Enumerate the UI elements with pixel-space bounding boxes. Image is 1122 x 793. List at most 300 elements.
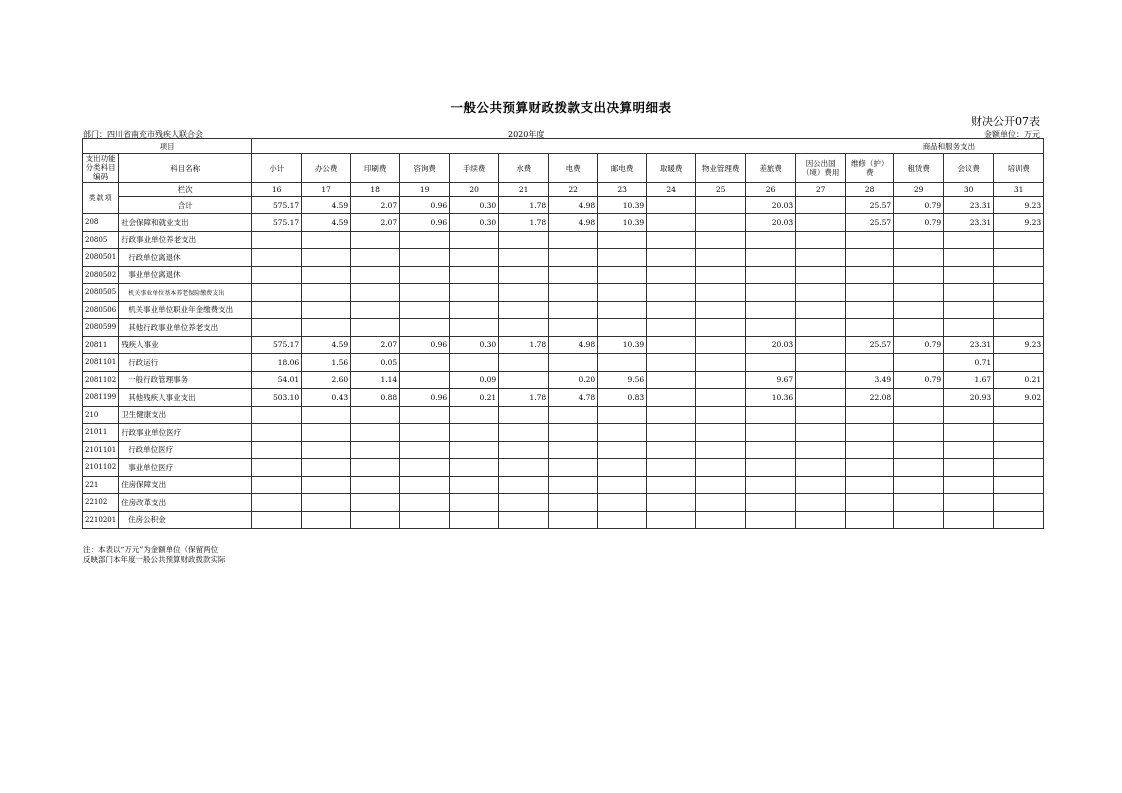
amount-cell [944,406,994,424]
subject-name: 事业单位离退休 [119,266,252,284]
col-number: 31 [994,183,1044,197]
total-cell: 2.07 [351,197,400,214]
amount-cell [499,301,549,319]
amount-cell [696,231,746,249]
kuan-label: 款 [96,194,105,202]
amount-cell [499,494,549,512]
amount-cell: 0.21 [450,389,499,407]
col-number: 27 [796,183,846,197]
amount-cell [846,424,894,442]
subject-code: 2080501 [83,249,119,267]
amount-cell [696,266,746,284]
col-header: 租赁费 [894,154,944,183]
amount-cell [351,301,400,319]
amount-cell: 20.03 [746,336,796,354]
subject-name: 一般行政管理事务 [119,371,252,389]
amount-cell [846,301,894,319]
amount-cell [499,476,549,494]
amount-cell [549,249,598,267]
amount-cell [252,266,302,284]
amount-cell [400,441,450,459]
amount-cell [746,284,796,302]
amount-cell: 0.09 [450,371,499,389]
amount-cell [351,266,400,284]
amount-cell: 575.17 [252,214,302,232]
amount-cell [894,249,944,267]
table-row [83,511,1044,529]
col-header: 水费 [499,154,549,183]
table-row [83,494,1044,512]
amount-cell [302,266,351,284]
amount-cell [499,406,549,424]
subject-name: 行政事业单位医疗 [119,424,252,442]
amount-cell [499,441,549,459]
total-cell: 9.23 [994,197,1044,214]
amount-cell [894,459,944,477]
amount-cell [647,249,696,267]
amount-cell: 9.67 [746,371,796,389]
amount-cell [796,476,846,494]
amount-unit: 金额单位：万元 [984,130,1040,139]
subject-name: 事业单位医疗 [119,459,252,477]
amount-cell [351,441,400,459]
amount-cell [252,459,302,477]
amount-cell: 0.96 [400,214,450,232]
amount-cell [746,319,796,337]
subject-code: 2080599 [83,319,119,337]
amount-cell [499,371,549,389]
amount-cell: 20.03 [746,214,796,232]
amount-cell [647,494,696,512]
col-header: 印刷费 [351,154,400,183]
amount-cell [598,301,647,319]
amount-cell [796,284,846,302]
amount-cell [302,459,351,477]
amount-cell [400,284,450,302]
table-row [83,319,1044,337]
footnote-line1: 注：本表以“万元”为金额单位（保留两位 [83,545,219,554]
amount-cell [696,389,746,407]
amount-cell [598,459,647,477]
subject-name-header: 科目名称 [119,154,252,183]
table-row [83,301,1044,319]
amount-cell [549,266,598,284]
amount-cell [450,441,499,459]
amount-cell: 10.39 [598,214,647,232]
amount-cell [944,266,994,284]
subject-code: 2210201 [83,511,119,529]
col-number: 26 [746,183,796,197]
amount-cell [846,494,894,512]
amount-cell [746,511,796,529]
subject-name: 行政单位医疗 [119,441,252,459]
amount-cell [549,231,598,249]
total-cell [647,197,696,214]
amount-cell [846,441,894,459]
amount-cell [252,441,302,459]
amount-cell: 0.79 [894,336,944,354]
amount-cell [696,459,746,477]
amount-cell [944,424,994,442]
amount-cell [846,459,894,477]
amount-cell [894,319,944,337]
amount-cell: 10.36 [746,389,796,407]
col-header: 因公出国（境）费用 [796,154,846,183]
amount-cell [351,511,400,529]
amount-cell [696,336,746,354]
amount-cell: 22.08 [846,389,894,407]
amount-cell [647,459,696,477]
amount-cell [647,214,696,232]
amount-cell [252,476,302,494]
amount-cell [499,266,549,284]
amount-cell [696,354,746,372]
col-number: 19 [400,183,450,197]
amount-cell [746,231,796,249]
subject-name: 住房保障支出 [119,476,252,494]
amount-cell [400,406,450,424]
amount-cell: 3.49 [846,371,894,389]
subject-name: 卫生健康支出 [119,406,252,424]
amount-cell [994,424,1044,442]
amount-cell [598,511,647,529]
subject-name: 机关事业单位基本养老保险缴费支出 [119,284,252,302]
amount-cell [944,284,994,302]
col-header: 物业管理费 [696,154,746,183]
amount-cell [994,249,1044,267]
amount-cell: 0.05 [351,354,400,372]
total-cell: 25.57 [846,197,894,214]
amount-cell [994,284,1044,302]
amount-cell [351,249,400,267]
amount-cell [549,494,598,512]
department-label: 部门：四川省南充市残疾人联合会 [83,130,203,139]
amount-cell [696,476,746,494]
amount-cell [549,406,598,424]
amount-cell [598,266,647,284]
amount-cell [549,476,598,494]
amount-cell: 20.93 [944,389,994,407]
amount-cell [499,231,549,249]
subject-name: 其他残疾人事业支出 [119,389,252,407]
amount-cell [598,424,647,442]
amount-cell: 9.23 [994,214,1044,232]
total-cell [796,197,846,214]
amount-cell [746,441,796,459]
form-number: 财决公开07表 [971,115,1040,128]
subject-name: 住房公积金 [119,511,252,529]
table-row [83,336,1044,354]
amount-cell [894,266,944,284]
col-header: 培训费 [994,154,1044,183]
amount-cell [696,494,746,512]
amount-cell [549,284,598,302]
amount-cell [944,231,994,249]
amount-cell [252,406,302,424]
amount-cell: 18.06 [252,354,302,372]
amount-cell [696,424,746,442]
amount-cell [944,441,994,459]
amount-cell [994,266,1044,284]
amount-cell: 4.98 [549,214,598,232]
amount-cell [351,476,400,494]
amount-cell: 4.78 [549,389,598,407]
amount-cell [450,301,499,319]
amount-cell [450,231,499,249]
amount-cell [944,511,994,529]
subject-code: 2081101 [83,354,119,372]
amount-cell [746,476,796,494]
amount-cell [400,266,450,284]
amount-cell [994,406,1044,424]
amount-cell [994,301,1044,319]
amount-cell: 2.07 [351,336,400,354]
amount-cell [302,301,351,319]
amount-cell [302,441,351,459]
amount-cell [796,371,846,389]
amount-cell [647,441,696,459]
col-header: 手续费 [450,154,499,183]
table-row [83,214,1044,232]
amount-cell [796,266,846,284]
amount-cell [598,284,647,302]
amount-cell [846,319,894,337]
amount-cell [351,319,400,337]
amount-cell [894,284,944,302]
col-header: 咨询费 [400,154,450,183]
total-cell: 1.78 [499,197,549,214]
amount-cell [994,459,1044,477]
amount-cell [796,336,846,354]
amount-cell [499,354,549,372]
amount-cell [302,424,351,442]
amount-cell [746,424,796,442]
col-number: 22 [549,183,598,197]
col-number: 21 [499,183,549,197]
amount-cell [450,319,499,337]
amount-cell: 9.56 [598,371,647,389]
amount-cell [894,389,944,407]
amount-cell [252,301,302,319]
amount-cell [252,494,302,512]
amount-cell [400,249,450,267]
amount-cell [746,406,796,424]
col-header: 差旅费 [746,154,796,183]
amount-cell: 2.60 [302,371,351,389]
col-number: 25 [696,183,746,197]
amount-cell [994,441,1044,459]
amount-cell [647,336,696,354]
lei-kuan-xiang-header [83,183,119,214]
report-title: 一般公共预算财政拨款支出决算明细表 [450,100,672,115]
subject-code: 2081199 [83,389,119,407]
subject-name: 社会保障和就业支出 [119,214,252,232]
amount-cell [549,301,598,319]
amount-cell [499,424,549,442]
amount-cell [696,441,746,459]
amount-cell [351,284,400,302]
amount-cell [450,494,499,512]
amount-cell [598,476,647,494]
amount-cell [796,214,846,232]
amount-cell [450,284,499,302]
amount-cell [944,494,994,512]
col-header: 取暖费 [647,154,696,183]
amount-cell [846,284,894,302]
amount-cell: 575.17 [252,336,302,354]
col-number: 20 [450,183,499,197]
amount-cell: 9.02 [994,389,1044,407]
amount-cell [846,266,894,284]
table-row [83,354,1044,372]
amount-cell [400,424,450,442]
amount-cell: 1.78 [499,214,549,232]
amount-cell [796,441,846,459]
amount-cell [302,511,351,529]
amount-cell: 4.59 [302,214,351,232]
amount-cell [647,231,696,249]
amount-cell [499,511,549,529]
subject-code: 2081102 [83,371,119,389]
amount-cell [252,249,302,267]
col-number: 30 [944,183,994,197]
lei-label: 类 [88,194,97,202]
table-row [83,459,1044,477]
amount-cell [400,231,450,249]
amount-cell [351,494,400,512]
amount-cell [598,249,647,267]
amount-cell [894,494,944,512]
amount-cell [647,389,696,407]
amount-cell: 0.96 [400,389,450,407]
amount-cell [598,354,647,372]
amount-cell: 25.57 [846,336,894,354]
amount-cell [846,476,894,494]
amount-cell [746,249,796,267]
table-row [83,249,1044,267]
amount-cell [796,406,846,424]
amount-cell [647,266,696,284]
amount-cell [846,406,894,424]
amount-cell: 0.43 [302,389,351,407]
total-cell: 0.96 [400,197,450,214]
amount-cell [796,354,846,372]
amount-cell [894,406,944,424]
amount-cell [696,249,746,267]
col-number: 28 [846,183,894,197]
amount-cell [499,459,549,477]
amount-cell [302,231,351,249]
table-row [83,406,1044,424]
amount-cell [796,511,846,529]
subject-name: 行政事业单位养老支出 [119,231,252,249]
amount-cell [450,459,499,477]
function-class-header: 支出功能分类科目编码 [83,154,119,183]
amount-cell [302,284,351,302]
col-header: 电费 [549,154,598,183]
total-cell: 0.30 [450,197,499,214]
amount-cell [499,284,549,302]
amount-cell: 0.30 [450,214,499,232]
amount-cell [846,354,894,372]
amount-cell: 0.21 [994,371,1044,389]
amount-cell [796,494,846,512]
amount-cell [598,319,647,337]
amount-cell [302,249,351,267]
amount-cell [944,476,994,494]
amount-cell [994,354,1044,372]
amount-cell: 10.39 [598,336,647,354]
amount-cell: 1.56 [302,354,351,372]
amount-cell [598,441,647,459]
table-row [83,231,1044,249]
col-number: 29 [894,183,944,197]
amount-cell [994,494,1044,512]
amount-cell: 0.88 [351,389,400,407]
amount-cell [598,406,647,424]
amount-cell [400,319,450,337]
amount-cell [252,284,302,302]
amount-cell [994,476,1044,494]
table-row [83,371,1044,389]
subject-name: 住房改革支出 [119,494,252,512]
lanci-label: 栏次 [119,183,252,197]
amount-cell [647,284,696,302]
total-cell [696,197,746,214]
amount-cell [302,406,351,424]
amount-cell [598,231,647,249]
col-number: 24 [647,183,696,197]
amount-cell [450,511,499,529]
amount-cell [696,371,746,389]
amount-cell [400,459,450,477]
amount-cell [894,231,944,249]
total-cell: 23.31 [944,197,994,214]
amount-cell [894,301,944,319]
project-header: 项目 [83,139,252,154]
amount-cell: 4.59 [302,336,351,354]
amount-cell [549,319,598,337]
amount-cell [647,319,696,337]
amount-cell [549,424,598,442]
total-cell: 575.17 [252,197,302,214]
subject-name: 行政单位离退休 [119,249,252,267]
amount-cell [746,459,796,477]
amount-cell [944,301,994,319]
amount-cell [450,476,499,494]
amount-cell [450,424,499,442]
amount-cell [696,214,746,232]
amount-cell [252,424,302,442]
total-cell: 4.98 [549,197,598,214]
amount-cell: 9.23 [994,336,1044,354]
amount-cell [944,319,994,337]
amount-cell [400,476,450,494]
heji-label: 合计 [119,197,252,214]
subject-code: 2101101 [83,441,119,459]
table-row [83,284,1044,302]
subject-code: 2101102 [83,459,119,477]
col-number: 16 [252,183,302,197]
subject-code: 21011 [83,424,119,442]
amount-cell: 0.71 [944,354,994,372]
amount-cell: 23.31 [944,336,994,354]
amount-cell [647,476,696,494]
amount-cell: 23.31 [944,214,994,232]
amount-cell [252,319,302,337]
amount-cell [450,266,499,284]
amount-cell [647,301,696,319]
